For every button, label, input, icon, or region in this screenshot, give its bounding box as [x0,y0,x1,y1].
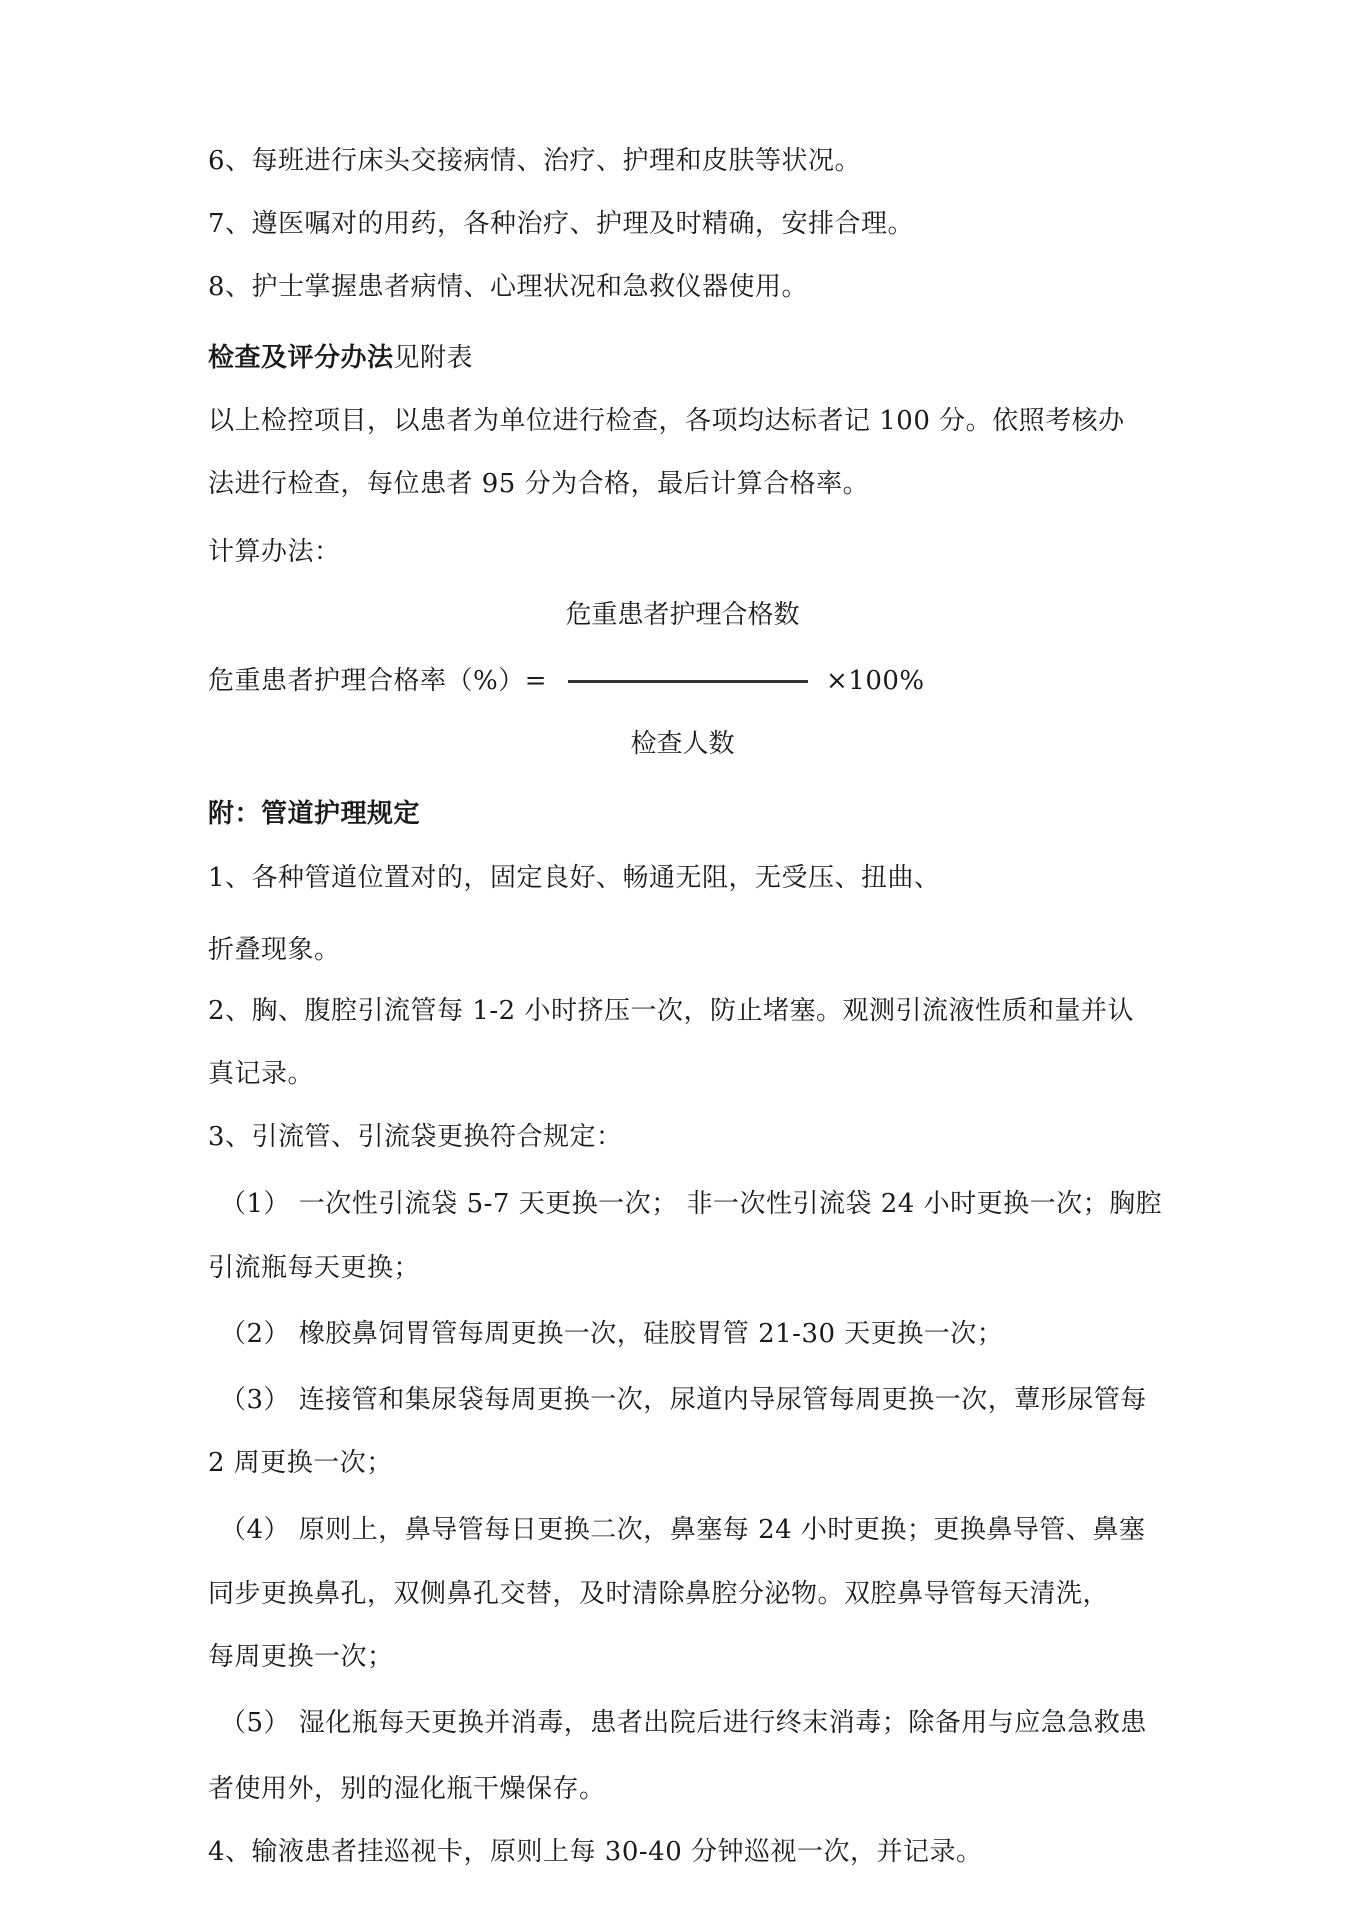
check-heading-rest: 见附表 [393,343,474,373]
check-heading [208,341,473,375]
para1-line1: 以上检控项目，以患者为单位进行检查，各项均达标者记 100 分。依照考核办 [208,406,1125,436]
item-line: （2） 橡胶鼻饲胃管每周更换一次，硅胶胃管 21-30 天更换一次； [220,1319,1004,1349]
item-line: 者使用外，别的湿化瓶干燥保存。 [208,1774,606,1804]
item-line: 同步更换鼻孔，双侧鼻孔交替，及时清除鼻腔分泌物。双腔鼻导管每天清洗， [208,1579,1110,1609]
item-line: 真记录。 [208,1059,315,1089]
formula-multiplier: ×100% [826,666,925,696]
formula-numerator: 危重患者护理合格数 [565,600,800,630]
item-line: 3、引流管、引流袋更换符合规定： [208,1122,623,1152]
calc-label: 计算办法： [208,537,341,567]
formula-denominator: 检查人数 [630,729,735,759]
appendix-title: 附：管道护理规定 [208,799,421,829]
item-line: 1、各种管道位置对的，固定良好、畅通无阻，无受压、扭曲、 [208,863,941,893]
text-line-6: 6、每班进行床头交接病情、治疗、护理和皮肤等状况。 [208,146,862,176]
item-line: 折叠现象。 [208,935,341,965]
item-line: （4） 原则上，鼻导管每日更换二次，鼻塞每 24 小时更换；更换鼻导管、鼻塞 [220,1515,1146,1545]
item-line: （3） 连接管和集尿袋每周更换一次，尿道内导尿管每周更换一次，蕈形尿管每 [220,1385,1147,1415]
text-line-7: 7、遵医嘱对的用药，各种治疗、护理及时精确，安排合理。 [208,209,915,239]
item-line: 2 周更换一次； [208,1448,393,1478]
text-line-8: 8、护士掌握患者病情、心理状况和急救仪器使用。 [208,272,809,302]
formula-lhs: 危重患者护理合格率（%）= [208,666,547,696]
item-line: 2、胸、腹腔引流管每 1-2 小时挤压一次，防止堵塞。观测引流液性质和量并认 [208,996,1134,1026]
fraction-bar [568,680,808,683]
item-line: （5） 湿化瓶每天更换并消毒，患者出院后进行终末消毒；除备用与应急急救患 [220,1708,1147,1738]
para1-line2: 法进行检查，每位患者 95 分为合格，最后计算合格率。 [208,469,870,499]
item-line: 每周更换一次； [208,1642,394,1672]
item-line: 引流瓶每天更换； [208,1253,421,1283]
item-line: 4、输液患者挂巡视卡，原则上每 30-40 分钟巡视一次，并记录。 [208,1837,983,1867]
item-line: （1） 一次性引流袋 5-7 天更换一次； 非一次性引流袋 24 小时更换一次；胸腔 [220,1189,1163,1219]
check-heading-bold: 检查及评分办法 [208,343,394,373]
